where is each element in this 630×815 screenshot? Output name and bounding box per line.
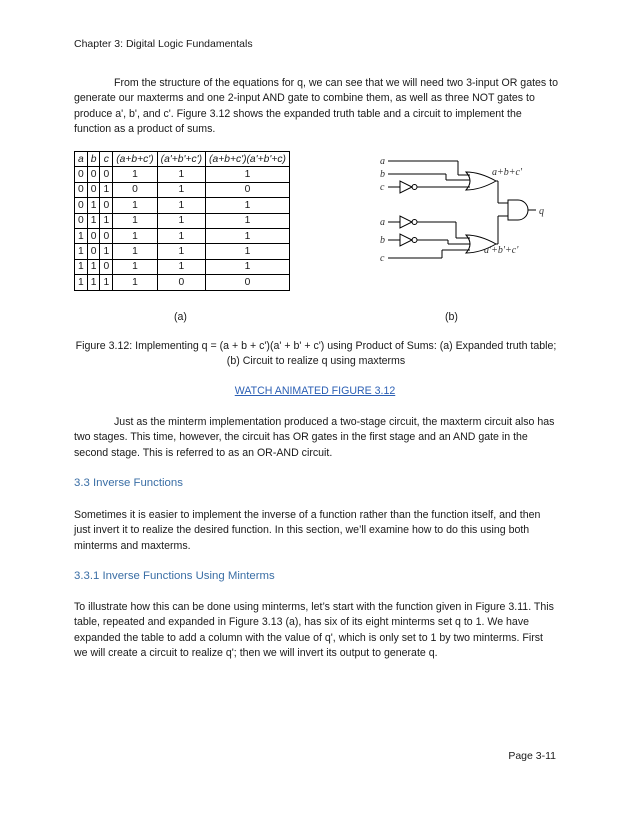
truth-table-cell: 1 [87,213,100,228]
truth-table-row [75,198,290,213]
truth-table-cell: 1 [206,198,290,213]
label-bottom-or-output: a'+b'+c' [484,245,519,256]
or-and-circuit-diagram [370,150,550,275]
not-gate-c-top [400,181,412,193]
truth-table-cell: 1 [87,275,100,290]
truth-table-cell: 1 [157,213,205,228]
truth-table-cell: 1 [113,167,157,182]
subcaption-a: (a) [174,311,187,323]
truth-table [74,151,290,291]
truth-table-cell: 1 [100,213,113,228]
truth-table-cell: 0 [87,182,100,197]
truth-table-row [75,275,290,290]
truth-table-cell: 0 [75,167,88,182]
truth-table-cell: 1 [157,167,205,182]
truth-table-cell: 1 [75,228,88,243]
truth-table-cell: 1 [157,182,205,197]
page-number: Page 3-11 [508,750,556,762]
or-and-paragraph: Just as the minterm implementation produced a two-stage circuit, the maxterm circuit also has two stages. This time, however, the circuit has OR gates in the first stage and an AND gate in the second stage. This is referred to as an OR-AND circuit. [74,416,555,459]
truth-table-cell: 0 [100,259,113,274]
input-a-top: a [380,156,385,167]
truth-table-cell: 0 [113,182,157,197]
truth-table-header-cell: a [75,152,88,167]
truth-table-cell: 1 [87,259,100,274]
chapter-header: Chapter 3: Digital Logic Fundamentals [74,38,253,50]
truth-table-cell: 1 [157,244,205,259]
truth-table-row [75,228,290,243]
truth-table-cell: 1 [100,244,113,259]
minterms-paragraph: To illustrate how this can be done using minterms, let’s start with the function given in Figure 3.11. This table, repeated and expanded in Figure 3.13 (a), has six of its eight minterms set q to 1. We have expanded the table to add a column with the value of q', which is only set to 1 by two minterms. First we will create a circuit to realize q'; then we will invert its output to generate q. [74,601,554,660]
figure-caption: Figure 3.12: Implementing q = (a + b + c')(a' + b' + c') using Product of Sums: (a) Expanded truth table; (b) Circuit to realize q using maxterms [75,340,557,368]
truth-table-header-cell: (a+b+c')(a'+b'+c) [206,152,290,167]
and-gate [508,200,528,220]
truth-table-cell: 1 [75,244,88,259]
truth-table-row [75,213,290,228]
truth-table-header-cell: b [87,152,100,167]
subcaption-b: (b) [445,311,458,323]
truth-table-header-cell: (a'+b'+c') [157,152,205,167]
truth-table-cell: 1 [206,259,290,274]
truth-table-cell: 1 [113,228,157,243]
truth-table-cell: 1 [100,182,113,197]
truth-table-row [75,167,290,182]
input-c-top: c [380,182,385,193]
truth-table-row [75,259,290,274]
truth-table-cell: 0 [75,198,88,213]
truth-table-cell: 1 [206,244,290,259]
truth-table-cell: 0 [100,228,113,243]
label-top-or-output: a+b+c' [492,167,523,178]
truth-table-header-row [75,152,290,167]
truth-table-cell: 0 [100,198,113,213]
output-q-label: q [539,206,544,217]
truth-table-cell: 0 [206,275,290,290]
truth-table-cell: 0 [157,275,205,290]
truth-table-cell: 0 [87,228,100,243]
truth-table-cell: 0 [75,213,88,228]
truth-table-cell: 1 [87,198,100,213]
truth-table-cell: 1 [157,259,205,274]
truth-table-cell: 0 [75,182,88,197]
truth-table-cell: 1 [113,198,157,213]
truth-table-cell: 0 [87,244,100,259]
truth-table-cell: 1 [206,213,290,228]
input-b-top: b [380,169,385,180]
truth-table-cell: 1 [206,228,290,243]
watch-animated-figure-link[interactable]: WATCH ANIMATED FIGURE 3.12 [234,385,396,397]
truth-table-cell: 0 [206,182,290,197]
truth-table-cell: 1 [206,167,290,182]
truth-table-row [75,244,290,259]
truth-table-cell: 1 [100,275,113,290]
truth-table-row [75,182,290,197]
truth-table-cell: 1 [113,213,157,228]
truth-table-cell: 1 [75,275,88,290]
truth-table-header-cell: (a+b+c') [113,152,157,167]
input-c-bottom: c [380,253,385,264]
inverse-functions-paragraph: Sometimes it is easier to implement the inverse of a function rather than the function itself, and then just invert it to realize the desired function. In this section, we’ll examine how to do this using both minterms and maxterms. [74,509,541,552]
truth-table-cell: 1 [113,244,157,259]
truth-table-cell: 1 [157,228,205,243]
truth-table-cell: 0 [87,167,100,182]
input-b-bottom: b [380,235,385,246]
not-gate-a [400,216,412,228]
truth-table-cell: 1 [157,198,205,213]
subsection-heading-minterms: 3.3.1 Inverse Functions Using Minterms [74,570,275,582]
truth-table-cell: 1 [113,259,157,274]
truth-table-cell: 0 [100,167,113,182]
truth-table-cell: 1 [75,259,88,274]
not-gate-b [400,234,412,246]
input-a-bottom: a [380,217,385,228]
truth-table-cell: 1 [113,275,157,290]
section-heading-inverse-functions: 3.3 Inverse Functions [74,477,183,489]
truth-table-header-cell: c [100,152,113,167]
intro-paragraph: From the structure of the equations for q, we can see that we will need two 3-input OR gates to generate our maxterms and one 2-input AND gate to combine them, as well as three NOT gates to produce a', b', and c'. Figure 3.12 shows the expanded truth table and a circuit to implement the function as a product of sums. [74,77,558,136]
